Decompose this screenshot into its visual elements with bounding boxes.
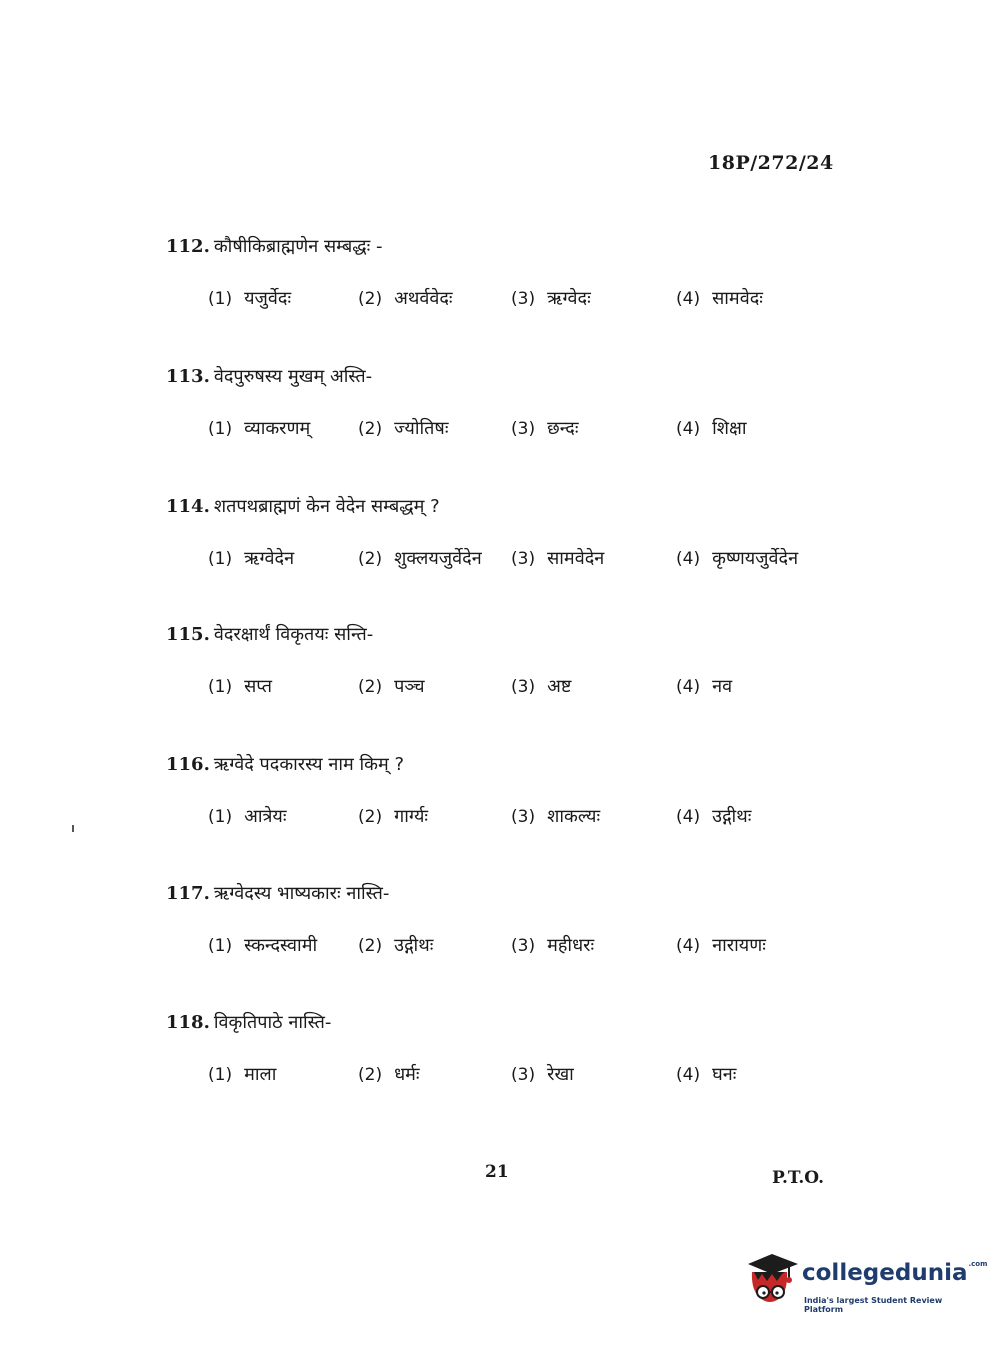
option-2: (2) शुक्लयजुर्वेदेन: [358, 548, 482, 569]
option-3: (3) अष्ट: [511, 676, 572, 697]
option-3: (3) छन्दः: [511, 418, 579, 439]
option-1: (1) स्कन्दस्वामी: [208, 935, 318, 956]
question-number: 112.: [166, 236, 210, 257]
question-115: [166, 622, 886, 704]
option-4: (4) शिक्षा: [676, 418, 747, 439]
logo-tagline: India's largest Student Review Platform: [804, 1296, 943, 1314]
option-1: (1) ऋग्वेदेन: [208, 548, 295, 569]
stray-mark: [72, 825, 74, 832]
page-number: 21: [485, 1162, 509, 1182]
option-4: (4) कृष्णयजुर्वेदेन: [676, 548, 799, 569]
question-number: 113.: [166, 366, 210, 387]
question-number: 116.: [166, 754, 210, 775]
option-2: (2) ज्योतिषः: [358, 418, 449, 439]
question-113: [166, 364, 886, 446]
question-text: ऋग्वेदे पदकारस्य नाम किम् ?: [213, 754, 404, 775]
option-3: (3) ऋग्वेदः: [511, 288, 591, 309]
question-text: कौषीकिब्राह्मणेन सम्बद्धः -: [213, 236, 383, 257]
option-4: (4) उद्गीथः: [676, 806, 752, 827]
option-4: (4) नव: [676, 676, 733, 697]
question-112: [166, 234, 886, 316]
option-2: (2) पञ्च: [358, 676, 425, 697]
option-3: (3) शाकल्यः: [511, 806, 601, 827]
option-3: (3) महीधरः: [511, 935, 595, 956]
question-number: 115.: [166, 624, 210, 645]
question-text: शतपथब्राह्मणं केन वेदेन सम्बद्धम् ?: [213, 496, 440, 517]
option-2: (2) उद्गीथः: [358, 935, 434, 956]
question-number: 117.: [166, 883, 210, 904]
options-row: [166, 286, 886, 316]
question-text: ऋग्वेदस्य भाष्यकारः नास्ति-: [213, 883, 390, 904]
options-row: [166, 804, 886, 834]
question-117: [166, 881, 886, 963]
option-4: (4) नारायणः: [676, 935, 766, 956]
option-2: (2) गार्ग्यः: [358, 806, 429, 827]
question-118: [166, 1010, 886, 1092]
logo-com: .com: [968, 1260, 988, 1268]
collegedunia-logo: [742, 1250, 988, 1314]
option-1: (1) सप्त: [208, 676, 273, 697]
option-1: (1) आत्रेयः: [208, 806, 287, 827]
question-114: [166, 494, 886, 576]
question-number: 118.: [166, 1012, 210, 1033]
option-3: (3) रेखा: [511, 1064, 574, 1085]
paper-code: 18P/272/24: [708, 152, 834, 174]
pto-label: P.T.O.: [772, 1168, 824, 1188]
question-text: वेदरक्षार्थं विकृतयः सन्ति-: [213, 624, 374, 645]
option-2: (2) धर्मः: [358, 1064, 420, 1085]
options-row: [166, 674, 886, 704]
option-2: (2) अथर्ववेदः: [358, 288, 453, 309]
options-row: [166, 546, 886, 576]
option-3: (3) सामवेदेन: [511, 548, 605, 569]
logo-brand: collegedunia$^{.com}$: [802, 1260, 988, 1286]
option-1: (1) माला: [208, 1064, 277, 1085]
question-text: वेदपुरुषस्य मुखम् अस्ति-: [213, 366, 373, 387]
options-row: [166, 933, 886, 963]
question-number: 114.: [166, 496, 210, 517]
options-row: [166, 1062, 886, 1092]
option-4: (4) घनः: [676, 1064, 737, 1085]
option-1: (1) यजुर्वेदः: [208, 288, 292, 309]
option-4: (4) सामवेदः: [676, 288, 763, 309]
option-1: (1) व्याकरणम्: [208, 418, 311, 439]
question-text: विकृतिपाठे नास्ति-: [213, 1012, 332, 1033]
options-row: [166, 416, 886, 446]
mascot-icon: [742, 1250, 802, 1312]
question-116: [166, 752, 886, 834]
